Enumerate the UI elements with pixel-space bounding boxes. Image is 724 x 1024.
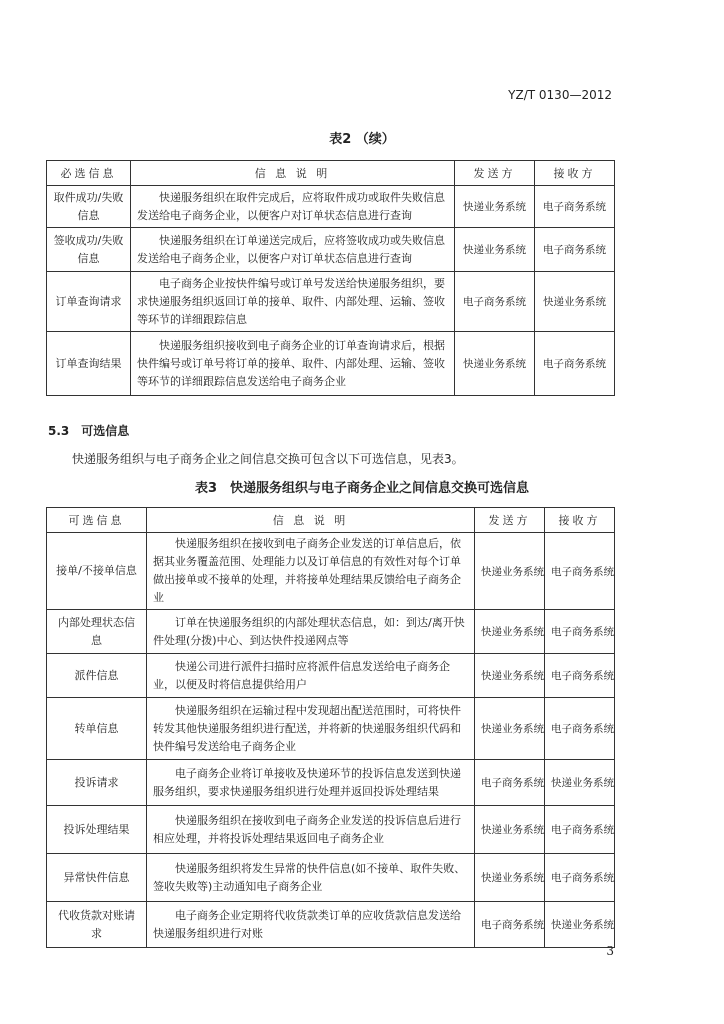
table-row <box>47 186 615 228</box>
column-header: 信 息 说 明 <box>131 161 455 186</box>
receiver: 快递业务系统 <box>545 902 615 948</box>
column-header: 接收方 <box>535 161 615 186</box>
standard-number: YZ/T 0130—2012 <box>508 88 612 102</box>
table-row <box>47 228 615 272</box>
table-row <box>47 806 615 854</box>
column-header: 信 息 说 明 <box>147 508 475 533</box>
table-row <box>47 332 615 396</box>
table-row <box>47 854 615 902</box>
receiver: 快递业务系统 <box>535 272 615 332</box>
info-description: 订单在快递服务组织的内部处理状态信息，如：到达/离开快件处理(分拨)中心、到达快件投递网点等 <box>147 610 475 654</box>
info-name: 异常快件信息 <box>47 854 147 902</box>
info-name: 内部处理状态信息 <box>47 610 147 654</box>
info-name: 投诉请求 <box>47 760 147 806</box>
info-name: 代收货款对账请求 <box>47 902 147 948</box>
info-description: 快递服务组织接收到电子商务企业的订单查询请求后，根据快件编号或订单号将订单的接单、取件、内部处理、运输、签收等环节的详细跟踪信息发送给电子商务企业 <box>131 332 455 396</box>
sender: 快递业务系统 <box>455 228 535 272</box>
column-header: 接收方 <box>545 508 615 533</box>
table2-caption: 表2 （续） <box>329 132 395 147</box>
table3 <box>46 507 615 948</box>
table-header-row <box>47 508 615 533</box>
info-name: 接单/不接单信息 <box>47 533 147 610</box>
sender: 快递业务系统 <box>475 610 545 654</box>
page-number: 3 <box>606 944 614 958</box>
column-header: 可选信息 <box>47 508 147 533</box>
column-header: 发送方 <box>475 508 545 533</box>
info-description: 快递服务组织将发生异常的快件信息(如不接单、取件失败、签收失败等)主动通知电子商务企业 <box>147 854 475 902</box>
info-name: 订单查询结果 <box>47 332 131 396</box>
column-header: 发送方 <box>455 161 535 186</box>
receiver: 电子商务系统 <box>545 654 615 698</box>
table2 <box>46 160 615 396</box>
info-description: 快递服务组织在接收到电子商务企业发送的投诉信息后进行相应处理，并将投诉处理结果返回电子商务企业 <box>147 806 475 854</box>
sender: 电子商务系统 <box>475 902 545 948</box>
receiver: 电子商务系统 <box>545 610 615 654</box>
sender: 快递业务系统 <box>475 533 545 610</box>
table-row <box>47 698 615 760</box>
info-name: 转单信息 <box>47 698 147 760</box>
column-header: 必选信息 <box>47 161 131 186</box>
info-description: 快递服务组织在订单递送完成后，应将签收成功或失败信息发送给电子商务企业，以便客户对订单状态信息进行查询 <box>131 228 455 272</box>
sender: 快递业务系统 <box>475 698 545 760</box>
info-description: 快递服务组织在接收到电子商务企业发送的订单信息后，依据其业务覆盖范围、处理能力以及订单信息的有效性对每个订单做出接单或不接单的处理，并将接单处理结果反馈给电子商务企业 <box>147 533 475 610</box>
sender: 快递业务系统 <box>455 332 535 396</box>
sender: 电子商务系统 <box>475 760 545 806</box>
sender: 快递业务系统 <box>475 854 545 902</box>
table-row <box>47 654 615 698</box>
section-paragraph: 快递服务组织与电子商务企业之间信息交换可包含以下可选信息，见表3。 <box>72 452 464 466</box>
table-row <box>47 272 615 332</box>
table-header-row <box>47 161 615 186</box>
table3-caption: 表3 快递服务组织与电子商务企业之间信息交换可选信息 <box>194 481 530 496</box>
receiver: 电子商务系统 <box>545 698 615 760</box>
table-row <box>47 902 615 948</box>
receiver: 电子商务系统 <box>545 854 615 902</box>
info-name: 签收成功/失败信息 <box>47 228 131 272</box>
info-description: 电子商务企业按快件编号或订单号发送给快递服务组织，要求快递服务组织返回订单的接单、取件、内部处理、运输、签收等环节的详细跟踪信息 <box>131 272 455 332</box>
info-description: 快递服务组织在取件完成后，应将取件成功或取件失败信息发送给电子商务企业，以便客户对订单状态信息进行查询 <box>131 186 455 228</box>
receiver: 电子商务系统 <box>535 186 615 228</box>
receiver: 快递业务系统 <box>545 760 615 806</box>
info-description: 电子商务企业将订单接收及快递环节的投诉信息发送到快递服务组织，要求快递服务组织进行处理并返回投诉处理结果 <box>147 760 475 806</box>
info-description: 快递公司进行派件扫描时应将派件信息发送给电子商务企业，以便及时将信息提供给用户 <box>147 654 475 698</box>
section-heading: 5.3 可选信息 <box>48 424 130 438</box>
receiver: 电子商务系统 <box>545 533 615 610</box>
sender: 电子商务系统 <box>455 272 535 332</box>
receiver: 电子商务系统 <box>535 228 615 272</box>
receiver: 电子商务系统 <box>545 806 615 854</box>
info-description: 快递服务组织在运输过程中发现超出配送范围时，可将快件转发其他快递服务组织进行配送，并将新的快递服务组织代码和快件编号发送给电子商务企业 <box>147 698 475 760</box>
info-name: 取件成功/失败信息 <box>47 186 131 228</box>
receiver: 电子商务系统 <box>535 332 615 396</box>
table-row <box>47 760 615 806</box>
table-row <box>47 533 615 610</box>
table-row <box>47 610 615 654</box>
sender: 快递业务系统 <box>475 806 545 854</box>
info-name: 订单查询请求 <box>47 272 131 332</box>
sender: 快递业务系统 <box>475 654 545 698</box>
info-name: 派件信息 <box>47 654 147 698</box>
info-name: 投诉处理结果 <box>47 806 147 854</box>
info-description: 电子商务企业定期将代收货款类订单的应收货款信息发送给快递服务组织进行对账 <box>147 902 475 948</box>
sender: 快递业务系统 <box>455 186 535 228</box>
